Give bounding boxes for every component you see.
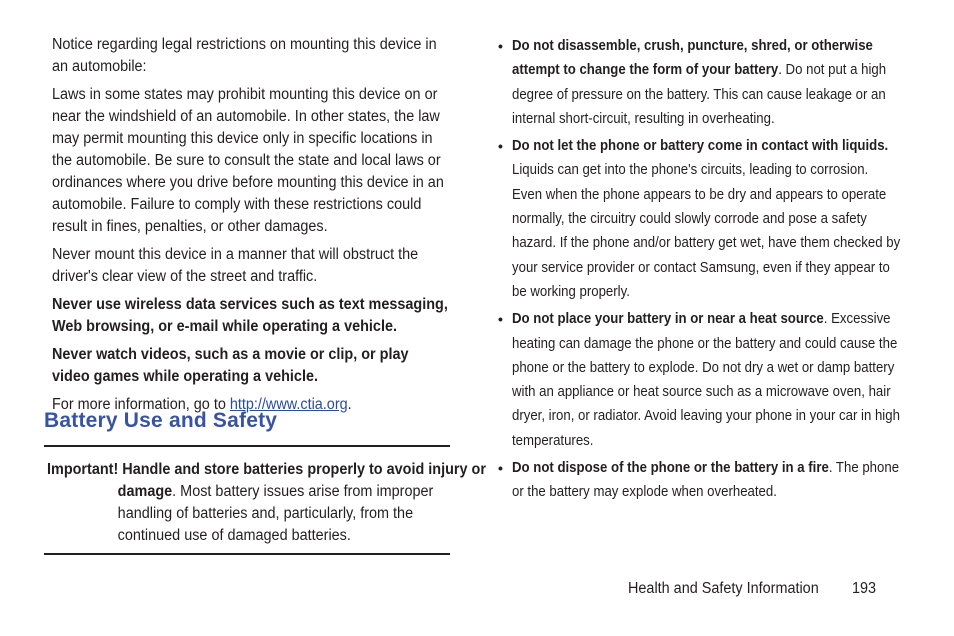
wireless-data-warning: Never use wireless data services such as text messaging, Web browsing, or e-mail while operating a vehicle. bbox=[52, 296, 448, 335]
section-title: Battery Use and Safety bbox=[44, 409, 278, 432]
important-bold-damage: damage bbox=[117, 483, 173, 500]
bullet-item-liquids bbox=[498, 134, 901, 304]
bullet-bold: Do not place your battery in or near a heat source bbox=[512, 310, 824, 328]
bullet-text bbox=[512, 456, 901, 505]
right-column bbox=[498, 34, 901, 508]
bullet-bold: Do not let the phone or battery come in contact with liquids. bbox=[512, 137, 889, 155]
footer-section-name: Health and Safety Information bbox=[628, 580, 819, 597]
bullet-body: . The phone or the battery may explode when overheated. bbox=[512, 459, 900, 501]
bullet-icon: • bbox=[498, 38, 503, 54]
ctia-link[interactable]: http://www.ctia.org bbox=[229, 396, 348, 413]
bullet-text bbox=[512, 134, 901, 304]
bullet-icon: • bbox=[498, 460, 503, 477]
more-info-prefix: For more information, go to bbox=[52, 396, 230, 413]
videos-warning: Never watch videos, such as a movie or clip, or play video games while operating a vehicle. bbox=[52, 346, 409, 385]
bullet-text bbox=[512, 307, 901, 453]
left-column bbox=[52, 34, 452, 416]
important-line-2 bbox=[47, 481, 486, 503]
page-number: 193 bbox=[852, 580, 877, 597]
important-note-box bbox=[44, 445, 486, 555]
important-line-4: continued use of damaged batteries. bbox=[117, 527, 351, 544]
mounting-notice-heading: Notice regarding legal restrictions on mounting this device in an automobile: bbox=[52, 36, 437, 75]
obstruct-view-paragraph: Never mount this device in a manner that will obstruct the driver's clear view of the street and traffic. bbox=[52, 246, 419, 285]
important-label: Important! bbox=[47, 461, 119, 478]
bullet-body: . Excessive heating can damage the phone or the battery and could cause the phone or the battery to explode. Do not dry a wet or damp battery with an appliance or heat source such as a microwave oven, hair dryer, iron, or radiator. Avoid leaving your phone in your car in high temperatures. bbox=[512, 310, 900, 449]
mounting-laws-paragraph: Laws in some states may prohibit mounting this device on or near the windshield of an automobile. In other states, the law may permit mounting this device only in specific locations in the automobile. Be sure to consult the state and local laws or ordinances where you drive before mounting this device in an automobile. Failure to comply with these restrictions could result in fines, penalties, or other damages. bbox=[52, 86, 444, 235]
bullet-icon: • bbox=[498, 311, 503, 328]
more-info-suffix: . bbox=[347, 396, 352, 413]
bullet-bold: Do not dispose of the phone or the battery in a fire bbox=[512, 459, 829, 477]
bullet-item-fire bbox=[498, 456, 898, 505]
bullet-text bbox=[512, 34, 901, 131]
important-line-1 bbox=[47, 459, 486, 481]
important-text-2: . Most battery issues arise from improper bbox=[172, 483, 434, 500]
bullet-body: Liquids can get into the phone's circuits, leading to corrosion. Even when the phone appears to be dry and appears to operate normally, the circuitry could slowly corrode and pose a safety hazard. If the phone and/or battery get wet, have them checked by your service provider or contact Samsung, even if they appear to be working properly. bbox=[512, 161, 901, 300]
bullet-icon: • bbox=[498, 138, 503, 155]
bullet-item-heat-source bbox=[498, 307, 898, 453]
bullet-bold: Do not disassemble, crush, puncture, shred, or otherwise attempt to change the form of your battery bbox=[512, 37, 873, 79]
important-bold-text: Handle and store batteries properly to avoid injury or bbox=[118, 461, 486, 478]
important-line-3: handling of batteries and, particularly, from the bbox=[117, 505, 414, 522]
bullet-item-disassemble bbox=[498, 34, 898, 131]
bullet-body: . Do not put a high degree of pressure on the battery. This can cause leakage or an internal short-circuit, resulting in overheating. bbox=[512, 61, 887, 127]
